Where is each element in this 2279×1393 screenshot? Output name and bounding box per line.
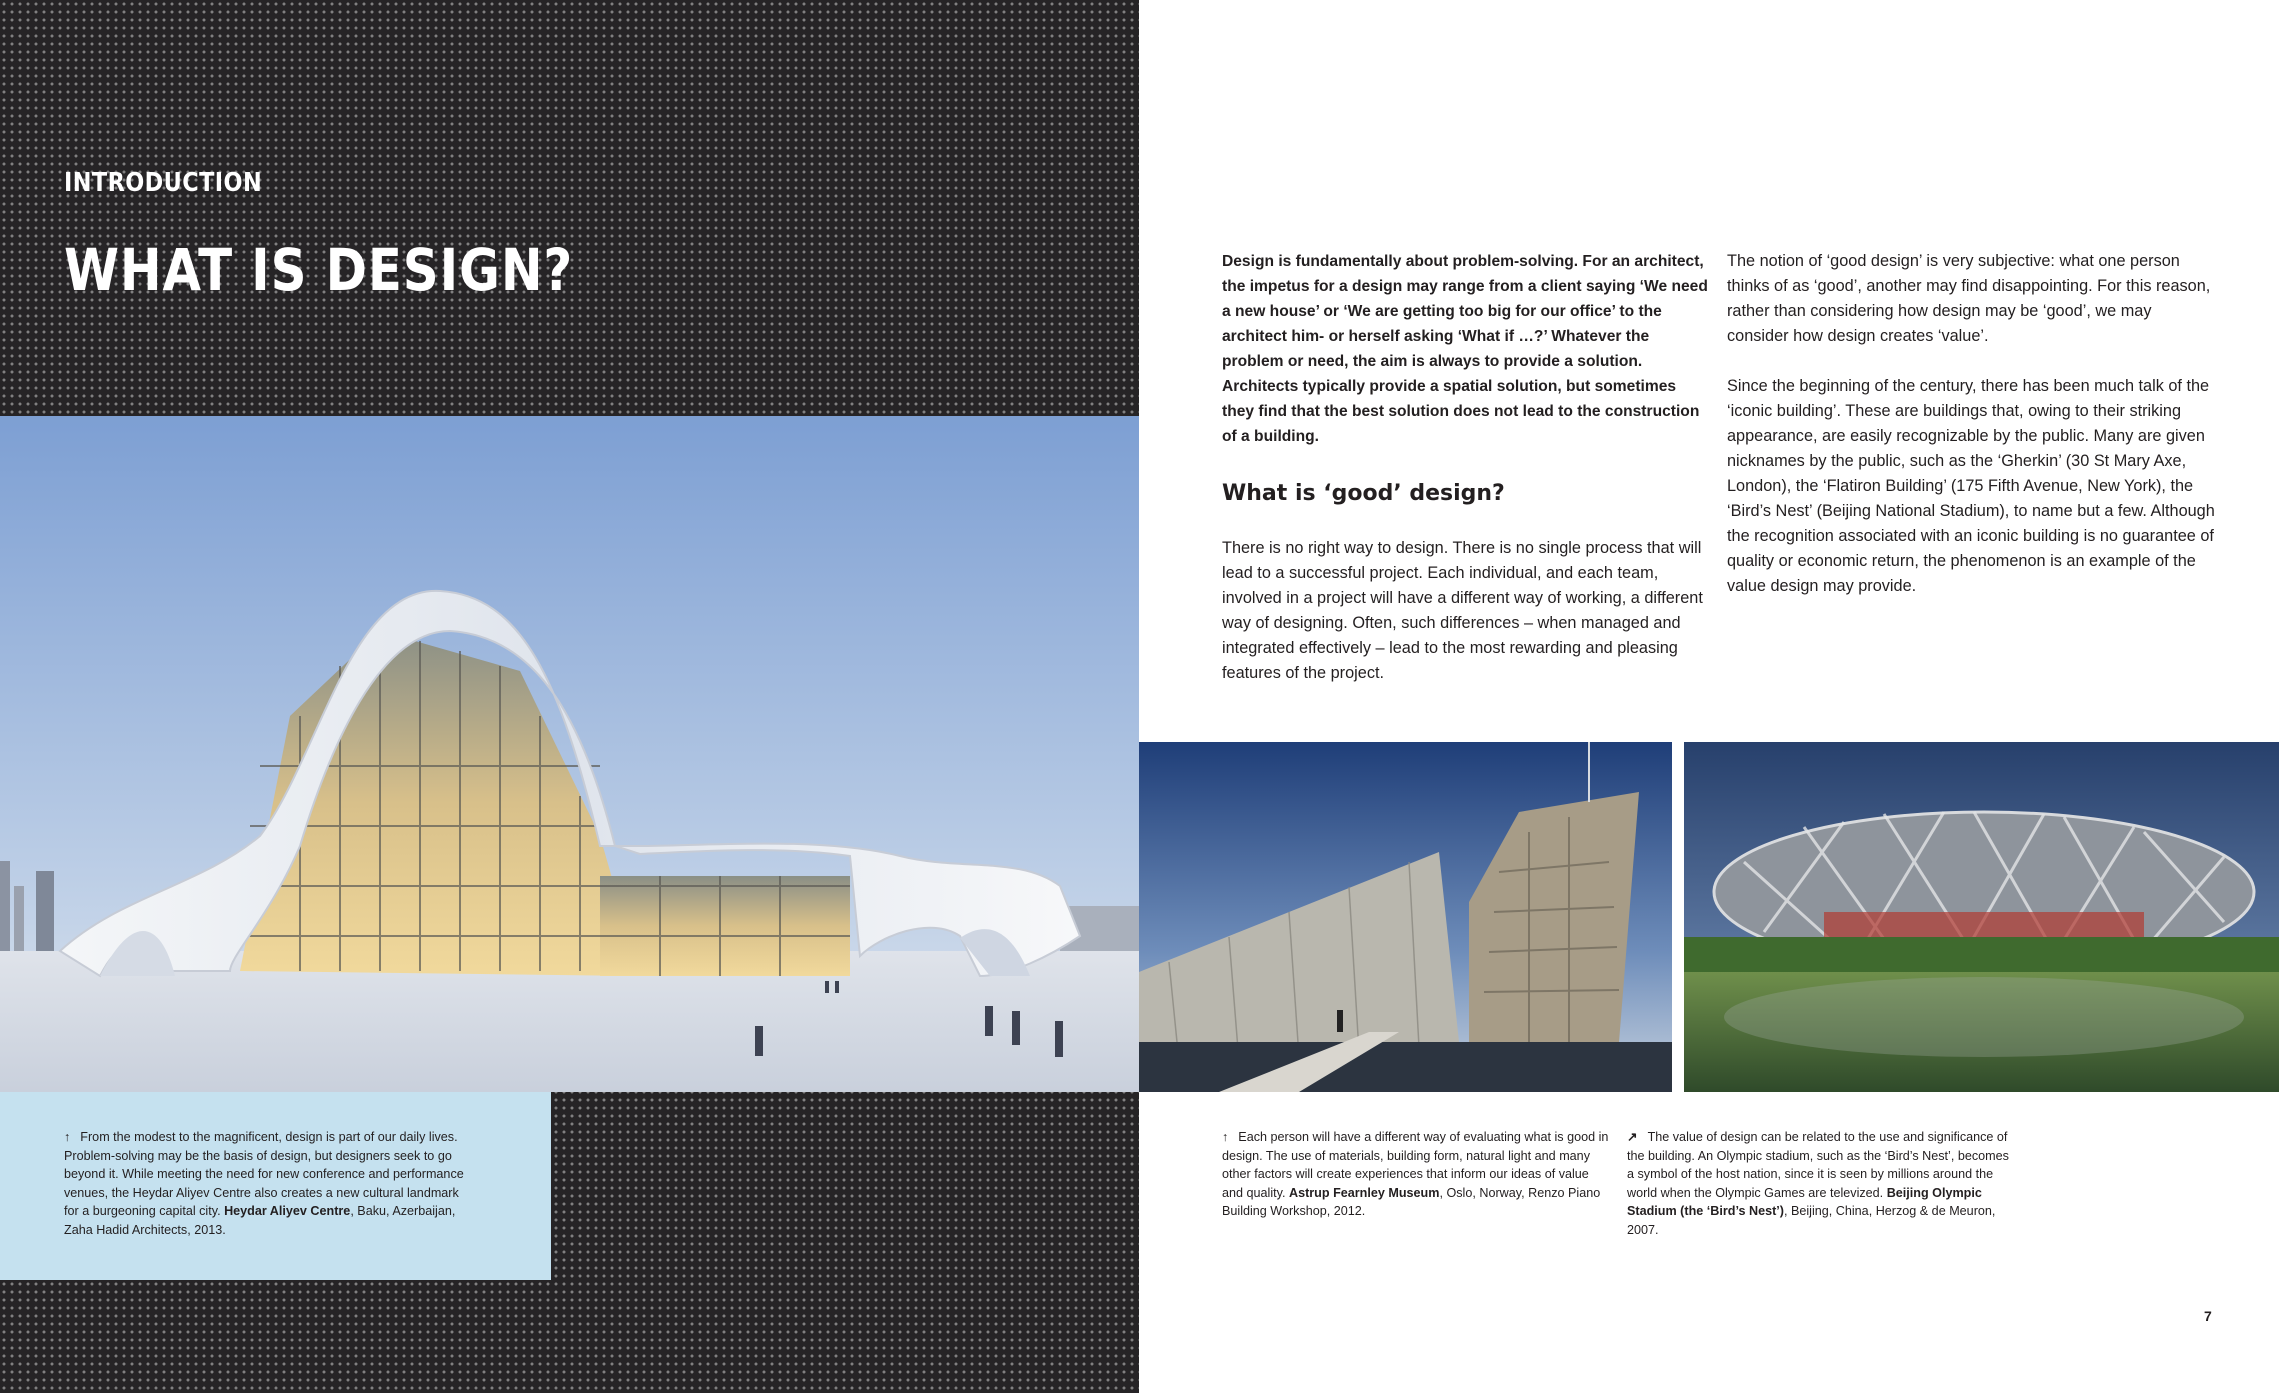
intro-paragraph: Design is fundamentally about problem-solving. For an architect, the impetus for a design may range from a client saying ‘We need a new house’ or ‘We are getting too big for our office’ to the architect him- or herself asking ‘What if …?’ Whatever the problem or need, the aim is always to provide a solution. Architects typically provide a spatial solution, but sometimes they find that the best solution does not lead to the construction of a building. <box>1222 253 1708 445</box>
arrow-up-right-icon: ↗ <box>1627 1130 1638 1144</box>
caption-birds-nest <box>1627 1128 2017 1239</box>
caption-credit: , Baku, Azerbaijan, Zaha Hadid Architects, 2013. <box>64 1204 456 1237</box>
arrow-up-icon: ↑ <box>1222 1130 1229 1144</box>
astrup-fearnley-museum-photo <box>1139 742 1672 1092</box>
caption-heydar-aliyev <box>64 1128 464 1239</box>
caption-credit: , Beijing, China, Herzog & de Meuron, 2007. <box>1627 1204 1996 1237</box>
caption-astrup-fearnley <box>1222 1128 1612 1221</box>
caption-building-name: Astrup Fearnley Museum <box>1288 1185 1440 1200</box>
page-number: 7 <box>2204 1308 2212 1324</box>
caption-building-name: Beijing Olympic Stadium (the ‘Bird’s Nest’) <box>1627 1185 1982 1218</box>
caption-building-name: Heydar Aliyev Centre <box>224 1204 351 1218</box>
caption-text: Each person will have a different way of evaluating what is good in design. The use of materials, building form, natural light and many other factors will create experiences that inform our ideas of value and quality. <box>1222 1130 1609 1200</box>
paragraph-3: The notion of ‘good design’ is very subjective: what one person thinks of as ‘good’, another may find disappointing. For this reason, rather than considering how design may be ‘good’, we may consider how design creates ‘value’. <box>1727 252 2211 345</box>
subheading: What is ‘good’ design? <box>1222 481 1505 506</box>
paragraph-2: There is no right way to design. There is no single process that will lead to a successful project. Each individual, and each team, involved in a project will have a different way of working, a different way of designing. Often, such differences – when managed and integrated effectively – lead to the most rewarding and pleasing features of the project. <box>1222 539 1703 682</box>
caption-text: From the modest to the magnificent, design is part of our daily lives. Problem-solving may be the basis of design, but designers seek to go beyond it. While meeting the need for new conference and performance venues, the Heydar Aliyev Centre also creates a new cultural landmark for a burgeoning capital city. <box>64 1130 464 1218</box>
section-label: INTRODUCTION <box>64 168 263 198</box>
page-title: WHAT IS DESIGN? <box>64 236 574 304</box>
beijing-olympic-stadium-photo <box>1684 742 2279 1092</box>
caption-credit: , Oslo, Norway, Renzo Piano Building Workshop, 2012. <box>1222 1185 1601 1218</box>
heydar-aliyev-centre-photo <box>0 416 1139 1092</box>
caption-text: The value of design can be related to the use and significance of the building. An Olympic stadium, such as the ‘Bird’s Nest’, becomes a symbol of the host nation, since it is seen by millions around the world when the Olympic Games are televized. <box>1627 1130 2009 1200</box>
paragraph-4: Since the beginning of the century, there has been much talk of the ‘iconic building’. These are buildings that, owing to their striking appearance, are easily recognizable by the public. Many are given nicknames by the public, such as the ‘Gherkin’ (30 St Mary Axe, London), the ‘Flatiron Building’ (175 Fifth Avenue, New York), the ‘Bird’s Nest’ (Beijing National Stadium), to name but a few. Although the recognition associated with an iconic building is no guarantee of quality or economic return, the phenomenon is an example of the value design may provide. <box>1727 377 2215 595</box>
arrow-up-icon: ↑ <box>64 1130 71 1144</box>
